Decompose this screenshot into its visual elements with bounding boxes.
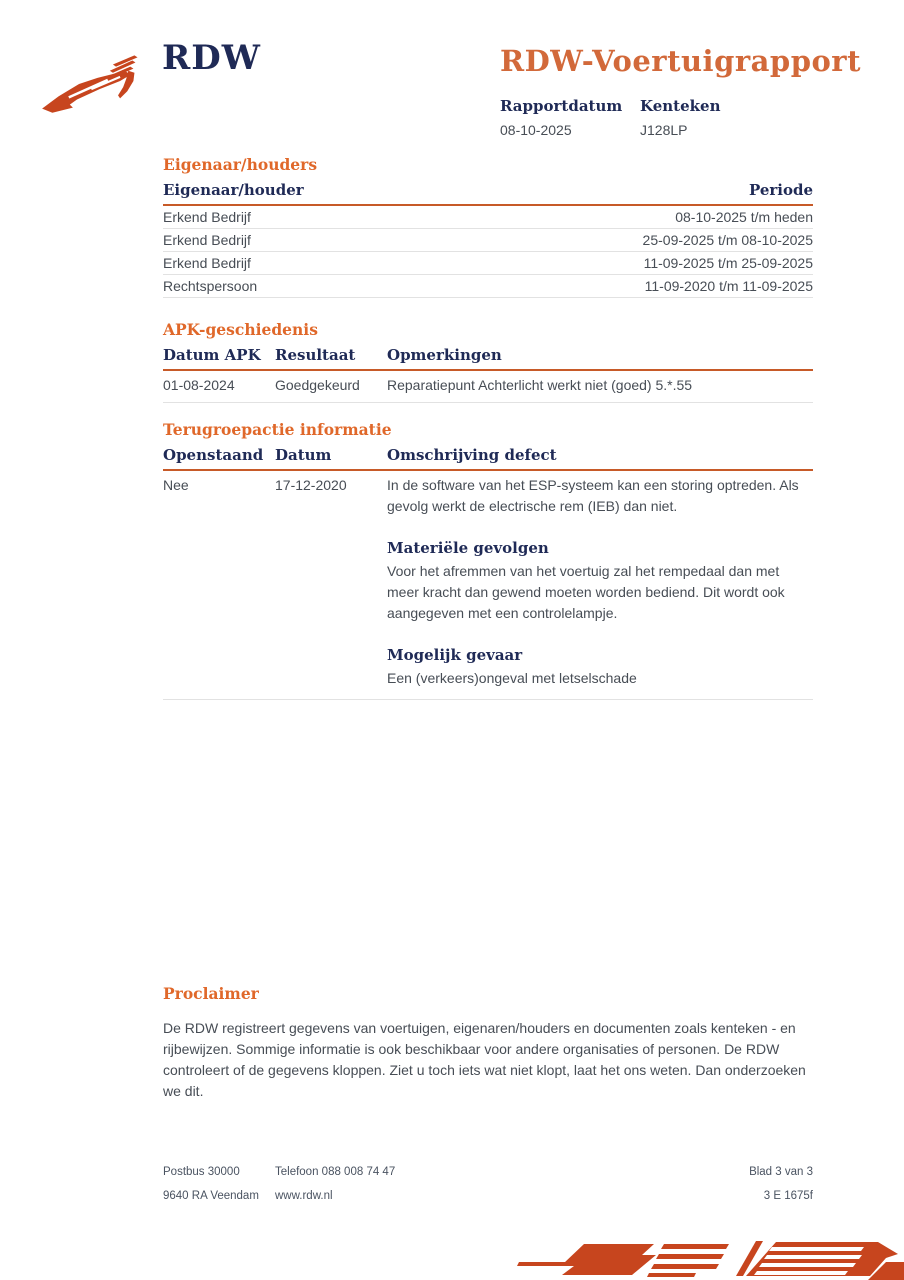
speed-stripes-icon (504, 1236, 904, 1280)
period-cell: 11-09-2025 t/m 25-09-2025 (643, 254, 813, 271)
report-date-block (500, 97, 640, 138)
page-footer (163, 1166, 813, 1214)
footer-doc-code: 3 E 1675f (763, 1190, 813, 1202)
recall-section (163, 420, 813, 700)
owners-section (163, 155, 813, 298)
recall-col-defect: Omschrijving defect (387, 446, 557, 464)
license-label: Kenteken (640, 97, 721, 115)
apk-section (163, 320, 813, 403)
table-row (163, 275, 813, 298)
report-meta (500, 97, 780, 138)
apk-col-result: Resultaat (275, 346, 356, 364)
table-row (163, 252, 813, 275)
owner-cell: Erkend Bedrijf (163, 208, 251, 225)
period-cell: 08-10-2025 t/m heden (675, 208, 813, 225)
apk-col-date: Datum APK (163, 346, 261, 364)
proclaimer-text: De RDW registreert gegevens van voertuigen, eigenaren/houders en documenten zoals kenteken - en rijbewijzen. Sommige informatie is ook beschikbaar voor andere organisaties of personen. De RDW controleert of de gegevens kloppen. Ziet u toch iets wat niet klopt, laat het ons weten. Dan onderzoeken we dit. (163, 1020, 806, 1099)
apk-result-cell: Goedgekeurd (275, 377, 360, 393)
footer-phone: Telefoon 088 008 74 47 (275, 1166, 396, 1178)
rdw-feather-logo-icon (38, 50, 156, 114)
recall-open-cell: Nee (163, 477, 189, 493)
proclaimer-section (163, 984, 813, 1102)
proclaimer-title: Proclaimer (163, 984, 259, 1003)
recall-defect-cell (387, 473, 813, 689)
license-value: J128LP (640, 122, 688, 138)
footer-row (163, 1190, 813, 1202)
owner-cell: Rechtspersoon (163, 277, 258, 294)
apk-date-cell: 01-08-2024 (163, 377, 235, 393)
table-row (163, 206, 813, 229)
footer-row (163, 1166, 813, 1178)
danger-title: Mogelijk gevaar (387, 646, 523, 664)
period-cell: 11-09-2020 t/m 11-09-2025 (644, 277, 813, 294)
table-row (163, 371, 813, 403)
apk-table-header (163, 346, 813, 371)
report-date-label: Rapportdatum (500, 97, 623, 115)
report-date-value: 08-10-2025 (500, 122, 572, 138)
recall-table-header (163, 446, 813, 471)
recall-section-title: Terugroepactie informatie (163, 420, 392, 439)
owner-cell: Erkend Bedrijf (163, 254, 251, 271)
recall-col-open: Openstaand (163, 446, 264, 464)
table-row (163, 471, 813, 700)
apk-remarks-cell: Reparatiepunt Achterlicht werkt niet (goed) 5.*.55 (387, 377, 693, 393)
owners-section-title: Eigenaar/houders (163, 155, 318, 174)
owners-table-header (163, 181, 813, 206)
apk-section-title: APK-geschiedenis (163, 320, 318, 339)
footer-website: www.rdw.nl (275, 1190, 333, 1202)
recall-col-date: Datum (275, 446, 332, 464)
consequences-title: Materiële gevolgen (387, 539, 549, 557)
footer-page-number: Blad 3 van 3 (749, 1166, 813, 1178)
footer-address-line1: Postbus 30000 (163, 1166, 240, 1178)
table-row (163, 229, 813, 252)
owner-cell: Erkend Bedrijf (163, 231, 251, 248)
danger-text: Een (verkeers)ongeval met letselschade (387, 670, 637, 686)
recall-date-cell: 17-12-2020 (275, 477, 347, 493)
owners-col-period: Periode (748, 181, 813, 199)
footer-address-line2: 9640 RA Veendam (163, 1190, 259, 1202)
rdw-wordmark: RDW (162, 38, 261, 78)
defect-description: In de software van het ESP-systeem kan een storing optreden. Als gevolg werkt de electrische rem (IEB) dan niet. (387, 477, 799, 514)
apk-col-remarks: Opmerkingen (387, 346, 502, 364)
consequences-text: Voor het afremmen van het voertuig zal het rempedaal dan met meer kracht dan gewend moeten worden bediend. Dit wordt ook aangegeven met een controlelampje. (387, 563, 785, 621)
license-block (640, 97, 780, 138)
page-title: RDW-Voertuigrapport (500, 44, 861, 78)
owners-col-owner: Eigenaar/houder (163, 181, 304, 199)
period-cell: 25-09-2025 t/m 08-10-2025 (642, 231, 813, 248)
owners-header-spacer (304, 181, 749, 199)
